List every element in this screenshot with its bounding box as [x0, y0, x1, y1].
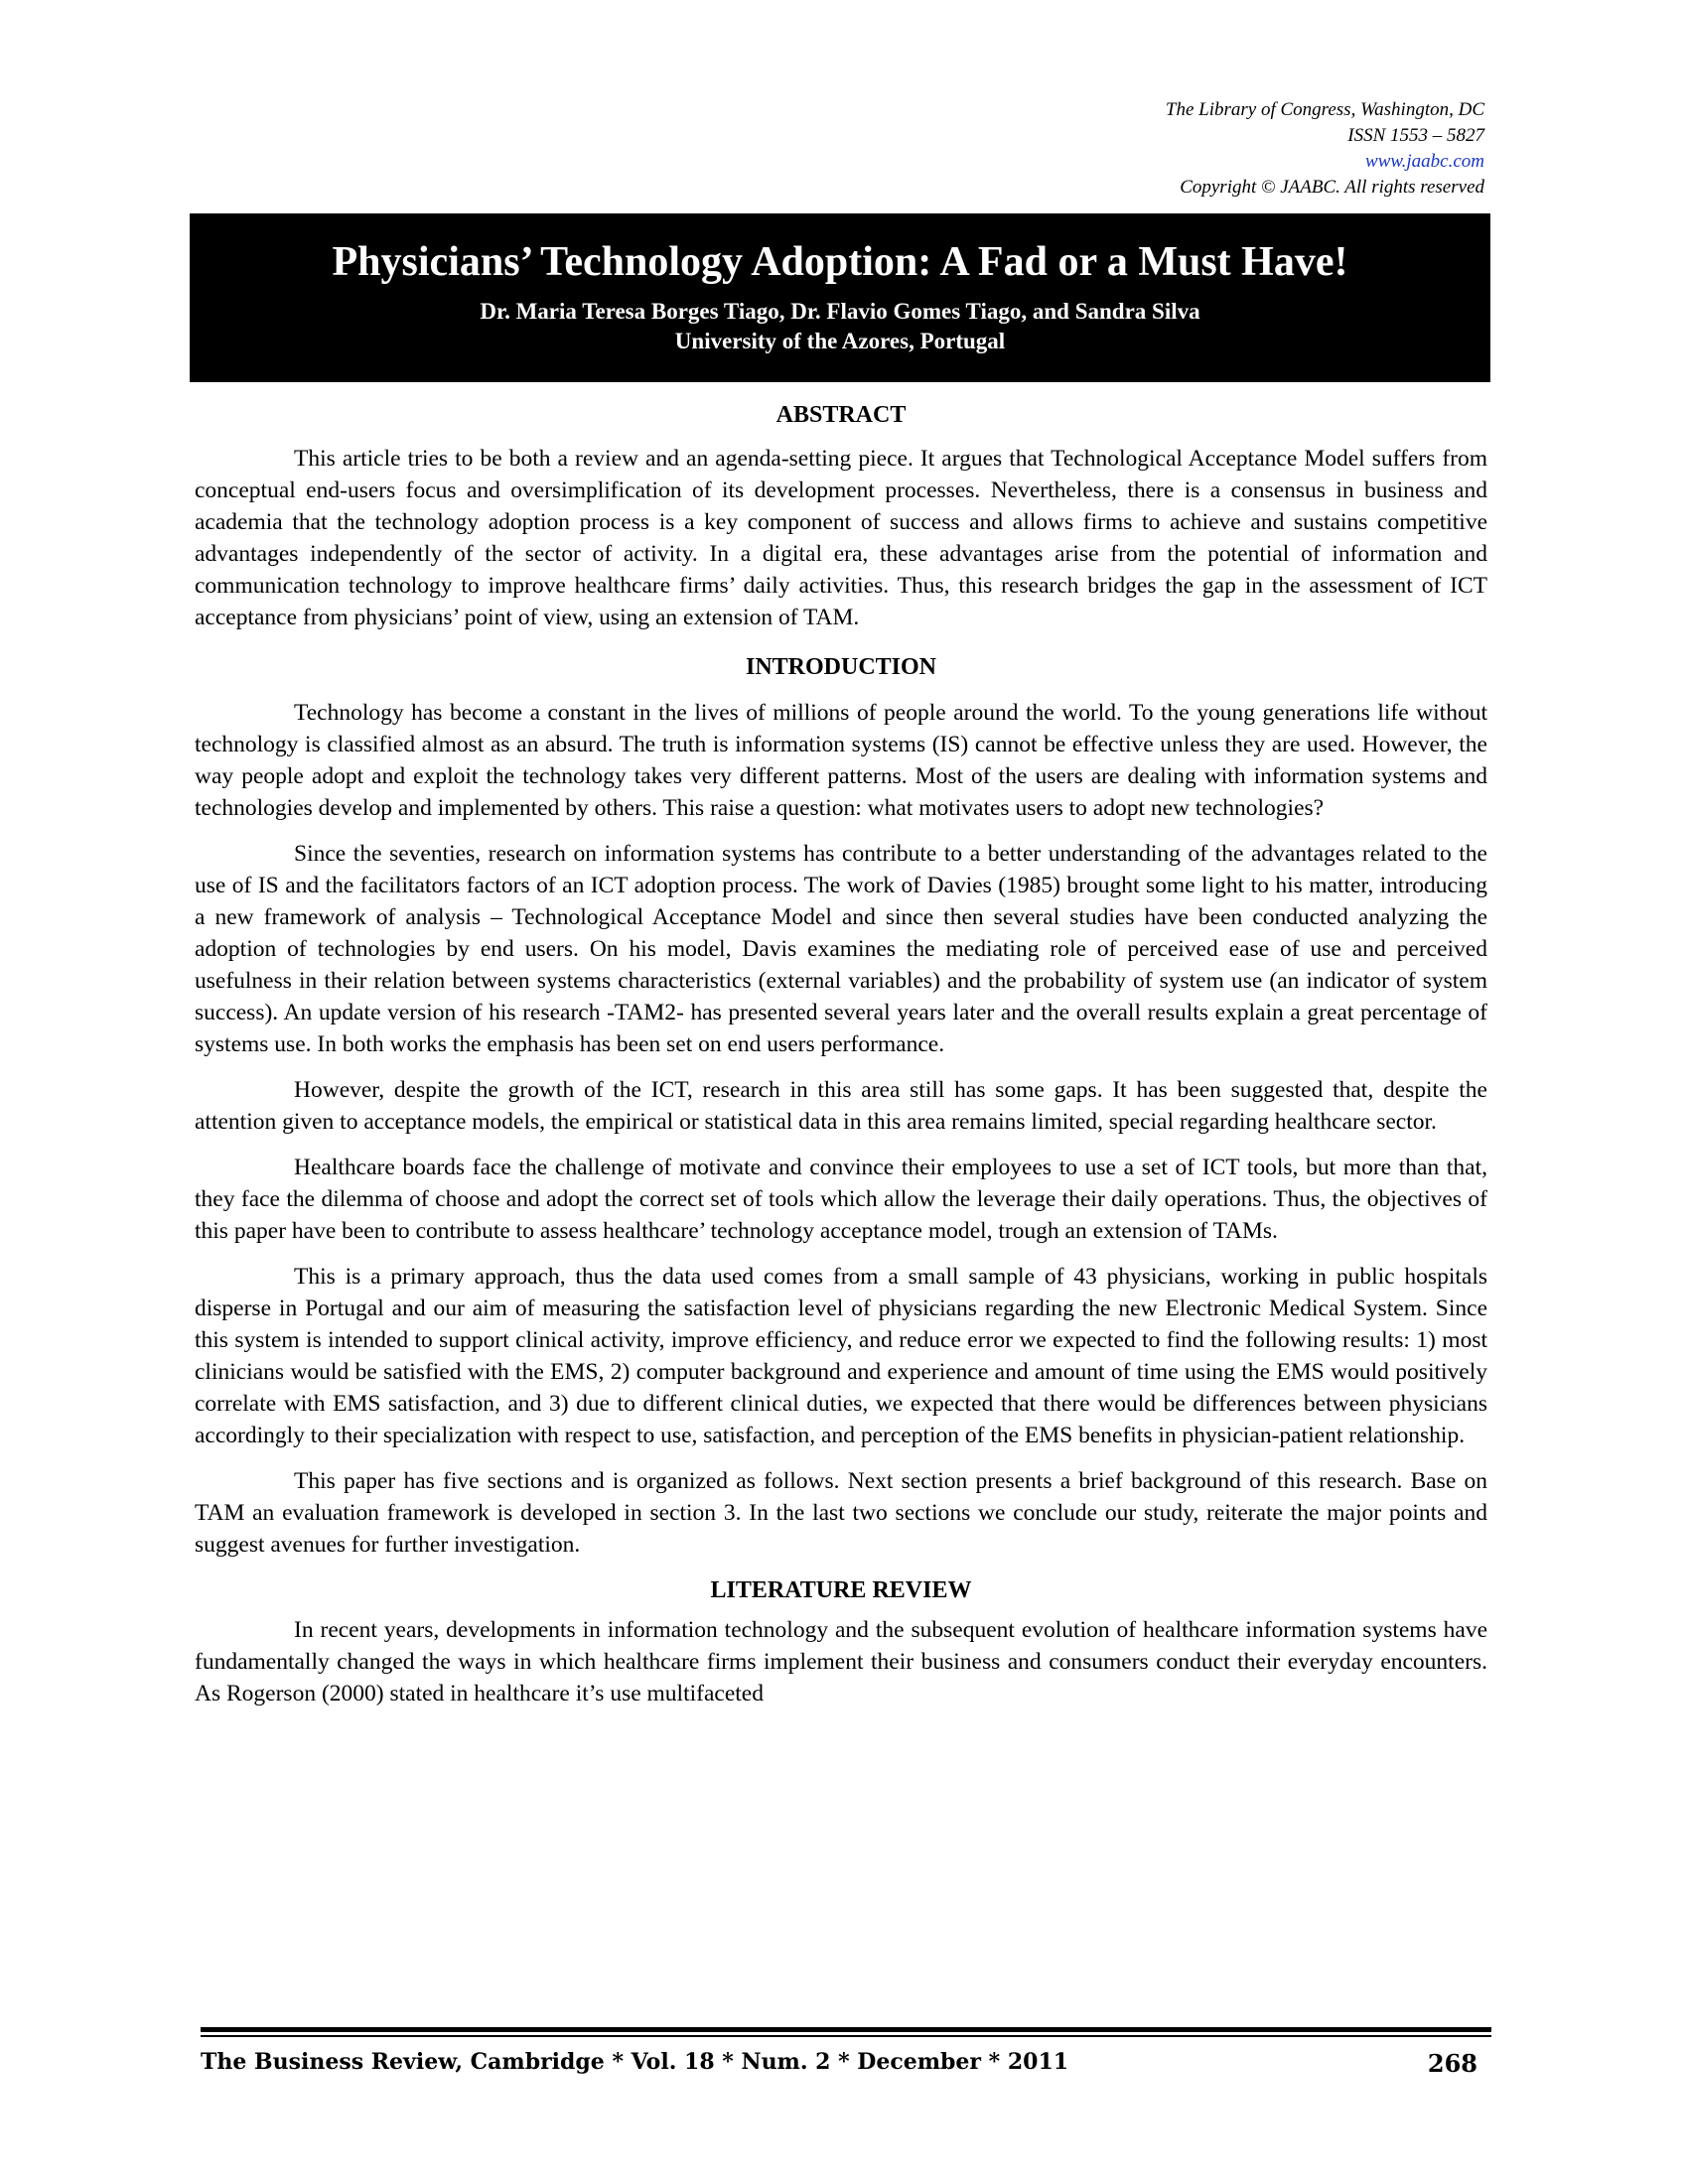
paper-affiliation: University of the Azores, Portugal	[674, 329, 1006, 353]
paper-body	[195, 399, 1487, 1709]
masthead-library: The Library of Congress, Washington, DC	[1165, 99, 1484, 120]
footer-rule-thick	[201, 2027, 1491, 2032]
paper-title: Physicians’ Technology Adoption: A Fad or a Must Have!	[332, 239, 1348, 285]
paper-authors: Dr. Maria Teresa Borges Tiago, Dr. Flavio Gomes Tiago, and Sandra Silva	[480, 299, 1200, 324]
introduction-paragraph: Since the seventies, research on information systems has contribute to a better understanding of the advantages related to the use of IS and the facilitators factors of an ICT adoption process. The work of Davies (1985) brought some light to his matter, introducing a new framework of analysis – Technological Acceptance Model and since then several studies have been conducted analyzing the adoption of technologies by end users. On his model, Davis examines the mediating role of perceived ease of use and perceived usefulness in their relation between systems characteristics (external variables) and the probability of system use (an indicator of system success). An update version of his research -TAM2- has presented several years later and the overall results explain a great percentage of systems use. In both works the emphasis has been set on end users performance.	[195, 841, 1487, 1057]
literature-review-heading: LITERATURE REVIEW	[710, 1577, 972, 1603]
introduction-paragraph: Technology has become a constant in the lives of millions of people around the world. To the young generations life without technology is classified almost as an absurd. The truth is information systems (IS) cannot be effective unless they are used. However, the way people adopt and exploit the technology takes very different patterns. Most of the users are dealing with information systems and technologies develop and implemented by others. This raise a question: what motivates users to adopt new technologies?	[195, 700, 1487, 821]
page-footer	[201, 2049, 1491, 2083]
masthead-website-link[interactable]: www.jaabc.com	[1365, 151, 1484, 172]
introduction-paragraph: Healthcare boards face the challenge of motivate and convince their employees to use a set of ICT tools, but more than that, they face the dilemma of choose and adopt the correct set of tools which allow the leverage their daily operations. Thus, the objectives of this paper have been to contribute to assess healthcare’ technology acceptance model, trough an extension of TAMs.	[195, 1155, 1487, 1244]
literature-review-paragraph: In recent years, developments in information technology and the subsequent evolution of healthcare information systems have fundamentally changed the ways in which healthcare firms implement their business and consumers conduct their everyday encounters. As Rogerson (2000) stated in healthcare it’s use multifaceted	[195, 1617, 1487, 1706]
abstract-heading: ABSTRACT	[775, 402, 907, 428]
title-block	[190, 213, 1490, 382]
footer-rule-thin	[201, 2035, 1491, 2037]
footer-journal: The Business Review, Cambridge * Vol. 18 * Num. 2 * December * 2011	[201, 2049, 1069, 2075]
masthead	[789, 97, 1484, 201]
introduction-paragraph: This paper has five sections and is organized as follows. Next section presents a brief background of this research. Base on TAM an evaluation framework is developed in section 3. In the last two sections we conclude our study, reiterate the major points and suggest avenues for further investigation.	[195, 1468, 1487, 1558]
introduction-paragraph: However, despite the growth of the ICT, research in this area still has some gaps. It has been suggested that, despite the attention given to acceptance models, the empirical or statistical data in this area remains limited, special regarding healthcare sector.	[195, 1077, 1487, 1135]
abstract-text: This article tries to be both a review and an agenda-setting piece. It argues that Technological Acceptance Model suffers from conceptual end-users focus and oversimplification of its development processes. Nevertheless, there is a consensus in business and academia that the technology adoption process is a key component of success and allows firms to achieve and sustains competitive advantages independently of the sector of activity. In a digital era, these advantages arise from the potential of information and communication technology to improve healthcare firms’ daily activities. Thus, this research bridges the gap in the assessment of ICT acceptance from physicians’ point of view, using an extension of TAM.	[195, 446, 1487, 630]
introduction-paragraph: This is a primary approach, thus the data used comes from a small sample of 43 physicians, working in public hospitals disperse in Portugal and our aim of measuring the satisfaction level of physicians regarding the new Electronic Medical System. Since this system is intended to support clinical activity, improve efficiency, and reduce error we expected to find the following results: 1) most clinicians would be satisfied with the EMS, 2) computer background and experience and amount of time using the EMS would positively correlate with EMS satisfaction, and 3) due to different clinical duties, we expected that there would be differences between physicians accordingly to their specialization with respect to use, satisfaction, and perception of the EMS benefits in physician-patient relationship.	[195, 1264, 1487, 1448]
masthead-copyright: Copyright © JAABC. All rights reserved	[1180, 177, 1484, 198]
page-number: 268	[1427, 2049, 1477, 2078]
masthead-issn: ISSN 1553 – 5827	[1347, 125, 1484, 146]
introduction-heading: INTRODUCTION	[745, 654, 937, 680]
